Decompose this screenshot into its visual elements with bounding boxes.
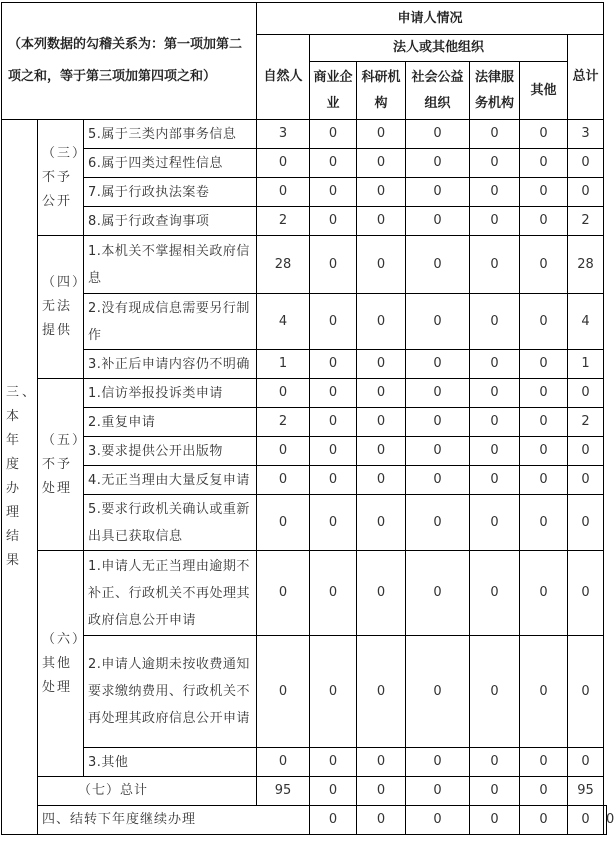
- value-cell: 0: [568, 178, 604, 207]
- value-cell: 0: [310, 806, 357, 835]
- value-cell: 0: [520, 294, 568, 350]
- value-cell: 0: [357, 408, 406, 437]
- value-cell: 0: [520, 806, 568, 835]
- value-cell: 0: [257, 178, 310, 207]
- value-cell: 0: [520, 207, 568, 236]
- value-cell: 0: [257, 149, 310, 178]
- value-cell: 0: [357, 178, 406, 207]
- value-cell: 0: [406, 806, 470, 835]
- value-cell: 0: [357, 551, 406, 636]
- value-cell: 0: [310, 551, 357, 636]
- value-cell: 3: [568, 120, 604, 149]
- value-cell: 0: [357, 236, 406, 294]
- row-label: 8.属于行政查询事项: [84, 207, 257, 236]
- group-label: （四）无法提供: [38, 236, 84, 379]
- value-cell: 2: [568, 408, 604, 437]
- value-cell: 0: [470, 748, 520, 777]
- row-label: 4.无正当理由大量反复申请: [84, 466, 257, 495]
- value-cell: 0: [310, 178, 357, 207]
- value-cell: 0: [257, 551, 310, 636]
- value-cell: 0: [406, 178, 470, 207]
- value-cell: 0: [470, 120, 520, 149]
- value-cell: 0: [470, 178, 520, 207]
- value-cell: 0: [520, 551, 568, 636]
- carry-over-row-label: 四、结转下年度继续办理: [38, 806, 310, 835]
- value-cell: 0: [406, 551, 470, 636]
- value-cell: 0: [406, 120, 470, 149]
- value-cell: 3: [257, 120, 310, 149]
- value-cell: 28: [257, 236, 310, 294]
- value-cell: 4: [568, 294, 604, 350]
- value-cell: 0: [310, 149, 357, 178]
- section3-label: 三、本年度办理结果: [2, 120, 38, 835]
- row-label: 2.申请人逾期未按收费通知要求缴纳费用、行政机关不再处理其政府信息公开申请: [84, 636, 257, 748]
- value-cell: 0: [357, 294, 406, 350]
- value-cell: 0: [568, 748, 604, 777]
- value-cell: 2: [257, 408, 310, 437]
- value-cell: 0: [310, 120, 357, 149]
- value-cell: 0: [470, 379, 520, 408]
- value-cell: 0: [310, 350, 357, 379]
- value-cell: 0: [406, 236, 470, 294]
- value-cell: 0: [406, 149, 470, 178]
- value-cell: 0: [406, 379, 470, 408]
- total-value-cell: 95: [257, 777, 310, 806]
- value-cell: 0: [520, 636, 568, 748]
- row-label: 1.本机关不掌握相关政府信息: [84, 236, 257, 294]
- value-cell: 0: [310, 294, 357, 350]
- value-cell: 1: [257, 350, 310, 379]
- value-cell: 0: [406, 437, 470, 466]
- value-cell: 0: [470, 551, 520, 636]
- group-label: （三）不予公开: [38, 120, 84, 236]
- value-cell: 0: [257, 437, 310, 466]
- value-cell: 0: [470, 294, 520, 350]
- row-label: 5.属于三类内部事务信息: [84, 120, 257, 149]
- value-cell: 0: [310, 236, 357, 294]
- value-cell: 0: [310, 379, 357, 408]
- col-public-welfare: 社会公益组织: [406, 62, 470, 120]
- total-value-cell: 0: [310, 777, 357, 806]
- value-cell: 0: [568, 379, 604, 408]
- value-cell: 0: [310, 495, 357, 551]
- value-cell: 0: [357, 806, 406, 835]
- value-cell: 0: [310, 207, 357, 236]
- row-label: 1.信访举报投诉类申请: [84, 379, 257, 408]
- value-cell: 0: [406, 408, 470, 437]
- value-cell: 0: [357, 437, 406, 466]
- value-cell: 0: [257, 636, 310, 748]
- value-cell: 0: [568, 437, 604, 466]
- value-cell: 0: [470, 437, 520, 466]
- value-cell: 0: [406, 495, 470, 551]
- value-cell: 0: [357, 495, 406, 551]
- value-cell: 0: [357, 466, 406, 495]
- value-cell: 4: [257, 294, 310, 350]
- value-cell: 0: [470, 236, 520, 294]
- value-cell: 0: [357, 379, 406, 408]
- value-cell: 0: [406, 294, 470, 350]
- value-cell: 0: [520, 408, 568, 437]
- legal-person-group-header: 法人或其他组织: [310, 35, 568, 62]
- group-label: （六）其他处理: [38, 551, 84, 777]
- value-cell: 0: [357, 748, 406, 777]
- value-cell: 0: [470, 636, 520, 748]
- group-label: （五）不予处理: [38, 379, 84, 551]
- col-natural-person: 自然人: [257, 35, 310, 120]
- value-cell: 0: [520, 379, 568, 408]
- value-cell: 0: [406, 636, 470, 748]
- value-cell: 0: [310, 408, 357, 437]
- value-cell: 0: [357, 149, 406, 178]
- col-total: 总计: [568, 35, 604, 120]
- value-cell: 0: [520, 748, 568, 777]
- value-cell: 0: [357, 120, 406, 149]
- value-cell: 0: [470, 806, 520, 835]
- value-cell: 0: [520, 178, 568, 207]
- value-cell: 0: [257, 495, 310, 551]
- row-label: 5.要求行政机关确认或重新出具已获取信息: [84, 495, 257, 551]
- value-cell: 0: [520, 350, 568, 379]
- value-cell: 0: [520, 236, 568, 294]
- total-value-cell: 0: [520, 777, 568, 806]
- col-legal-service: 法律服务机构: [470, 62, 520, 120]
- row-label: 2.没有现成信息需要另行制作: [84, 294, 257, 350]
- value-cell: 0: [257, 466, 310, 495]
- value-cell: 0: [470, 350, 520, 379]
- total-value-cell: 0: [406, 777, 470, 806]
- total-value-cell: 95: [568, 777, 604, 806]
- value-cell: 0: [310, 748, 357, 777]
- value-cell: 0: [568, 149, 604, 178]
- value-cell: 0: [568, 806, 604, 835]
- value-cell: 1: [568, 350, 604, 379]
- col-other: 其他: [520, 62, 568, 120]
- value-cell: 0: [470, 408, 520, 437]
- value-cell: 0: [257, 748, 310, 777]
- value-cell: 0: [520, 149, 568, 178]
- statistics-table: [1, 2, 614, 835]
- value-cell: 0: [406, 207, 470, 236]
- value-cell: 0: [257, 379, 310, 408]
- value-cell: 0: [604, 806, 607, 835]
- value-cell: 0: [568, 466, 604, 495]
- header-note: （本列数据的勾稽关系为：第一项加第二项之和，等于第三项加第四项之和）: [2, 3, 257, 120]
- value-cell: 0: [520, 120, 568, 149]
- value-cell: 0: [568, 495, 604, 551]
- value-cell: 0: [520, 495, 568, 551]
- value-cell: 0: [406, 748, 470, 777]
- row-label: 6.属于四类过程性信息: [84, 149, 257, 178]
- value-cell: 0: [470, 466, 520, 495]
- total-value-cell: 0: [357, 777, 406, 806]
- value-cell: 0: [310, 636, 357, 748]
- value-cell: 0: [357, 350, 406, 379]
- row-label: 3.要求提供公开出版物: [84, 437, 257, 466]
- row-label: 3.其他: [84, 748, 257, 777]
- value-cell: 0: [406, 350, 470, 379]
- row-label: 7.属于行政执法案卷: [84, 178, 257, 207]
- value-cell: 2: [257, 207, 310, 236]
- row-label: 1.申请人无正当理由逾期不补正、行政机关不再处理其政府信息公开申请: [84, 551, 257, 636]
- value-cell: 0: [470, 207, 520, 236]
- value-cell: 0: [357, 207, 406, 236]
- value-cell: 2: [568, 207, 604, 236]
- value-cell: 0: [568, 551, 604, 636]
- value-cell: 0: [357, 636, 406, 748]
- row-label: 3.补正后申请内容仍不明确: [84, 350, 257, 379]
- applicant-situation-header: 申请人情况: [257, 3, 604, 35]
- total-row-label: （七）总计: [38, 777, 257, 806]
- value-cell: 0: [470, 149, 520, 178]
- value-cell: 0: [310, 437, 357, 466]
- total-value-cell: 0: [470, 777, 520, 806]
- value-cell: 0: [310, 466, 357, 495]
- value-cell: 28: [568, 236, 604, 294]
- col-business: 商业企业: [310, 62, 357, 120]
- value-cell: 0: [520, 437, 568, 466]
- value-cell: 0: [568, 636, 604, 748]
- col-research: 科研机构: [357, 62, 406, 120]
- value-cell: 0: [406, 466, 470, 495]
- value-cell: 0: [470, 495, 520, 551]
- value-cell: 0: [520, 466, 568, 495]
- row-label: 2.重复申请: [84, 408, 257, 437]
